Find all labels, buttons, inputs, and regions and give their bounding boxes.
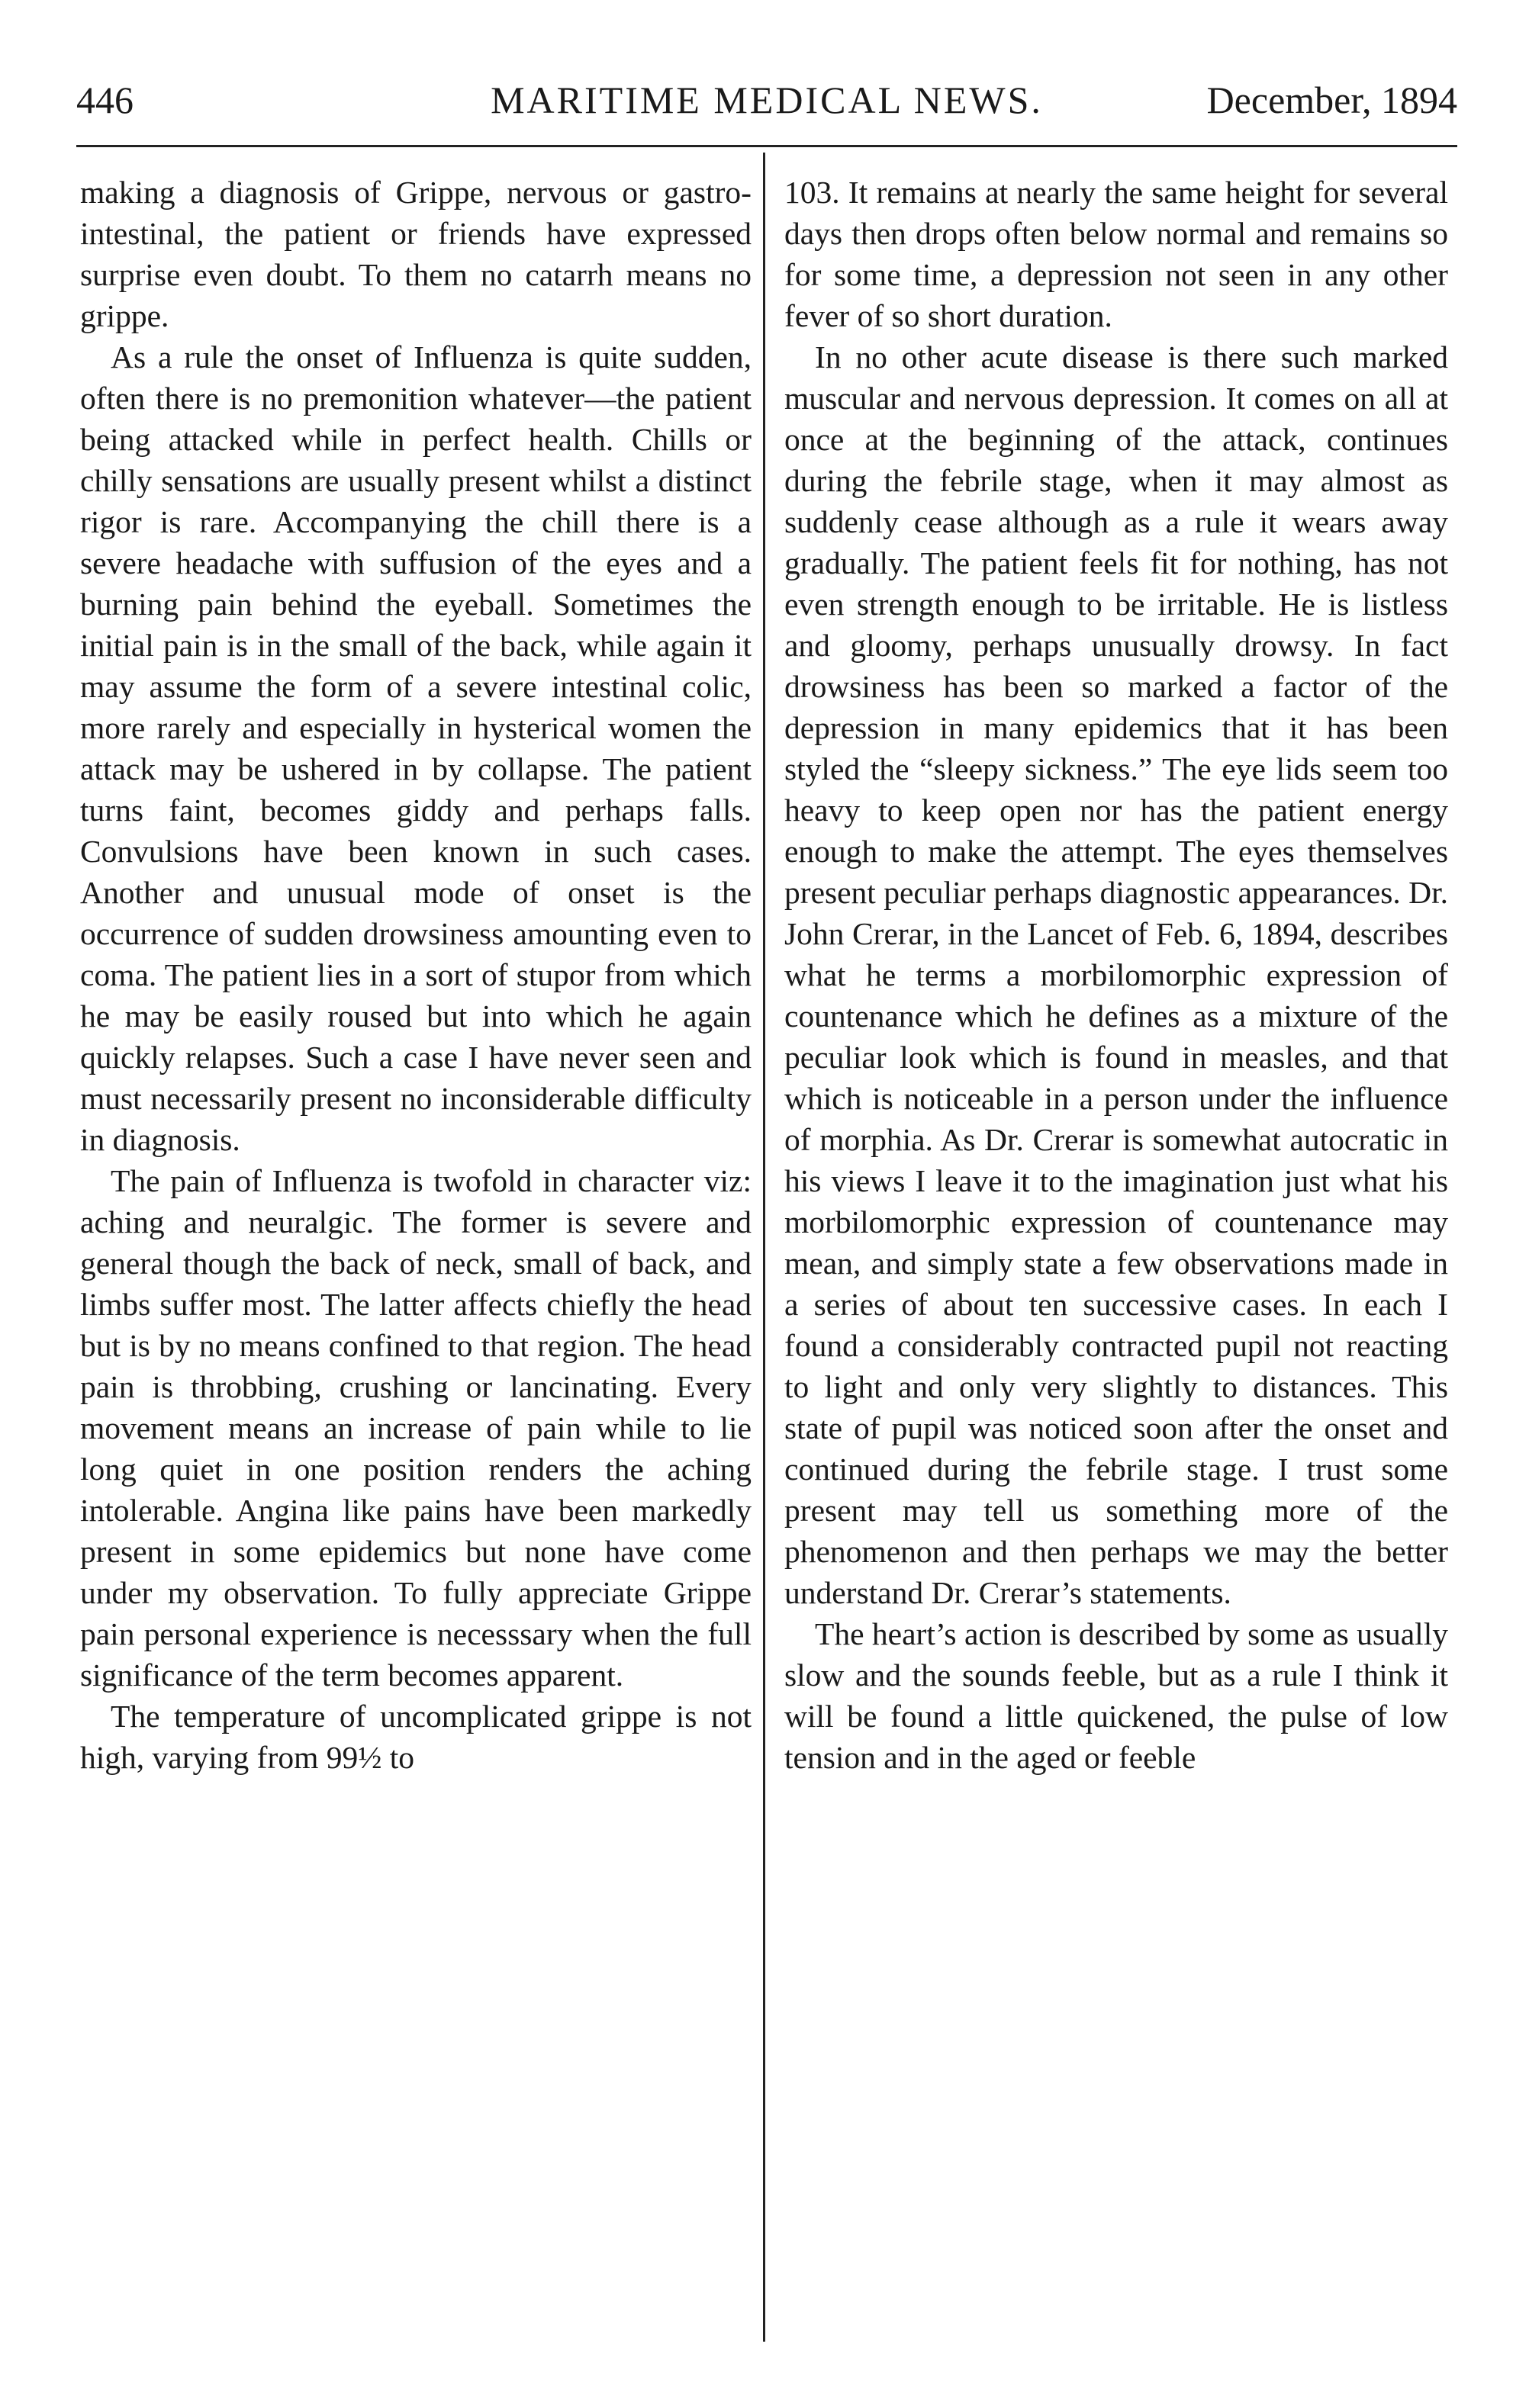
left-column xyxy=(80,172,752,1778)
journal-title: MARITIME MEDICAL NEWS. xyxy=(491,79,1043,121)
column-rule xyxy=(763,153,765,2342)
paragraph: The pain of Influenza is twofold in character viz: aching and neuralgic. The former is severe and general though the back of neck, small of back, and limbs suffer most. The latter affects chiefly the head but is by no means confined to that region. The head pain is throbbing, crushing or lancinating. Every movement means an increase of pain while to lie long quiet in one position renders the aching intolerable. Angina like pains have been markedly present in some epidemics but none have come under my observation. To fully appreciate Grippe pain personal experience is necesssary when the full significance of the term becomes apparent. xyxy=(80,1163,752,1693)
right-column xyxy=(784,172,1448,1778)
paragraph: 103. It remains at nearly the same height for several days then drops often below normal and remains so for some time, a depression not seen in any other fever of so short duration. xyxy=(784,175,1448,333)
page-number: 446 xyxy=(76,79,134,121)
paragraph: The temperature of uncomplicated grippe is not high, varying from 99½ to xyxy=(80,1699,752,1775)
paragraph: The heart’s action is described by some as usually slow and the sounds feeble, but as a rule I think it will be found a little quickened, the pulse of low tension and in the aged or feeble xyxy=(784,1616,1448,1775)
header-rule xyxy=(76,145,1457,147)
issue-date: December, 1894 xyxy=(1206,79,1457,121)
paragraph: making a diagnosis of Grippe, nervous or gastro-intestinal, the patient or friends have expressed surprise even doubt. To them no catarrh means no grippe. xyxy=(80,175,752,333)
paragraph: As a rule the onset of Influenza is quite sudden, often there is no premonition whatever—the patient being attacked while in perfect health. Chills or chilly sensations are usually present whilst a distinct rigor is rare. Accompanying the chill there is a severe headache with suffusion of the eyes and a burning pain behind the eyeball. Sometimes the initial pain is in the small of the back, while again it may assume the form of a severe intestinal colic, more rarely and especially in hysterical women the attack may be ushered in by collapse. The patient turns faint, becomes giddy and perhaps falls. Convulsions have been known in such cases. Another and unusual mode of onset is the occurrence of sudden drowsiness amounting even to coma. The patient lies in a sort of stupor from which he may be easily roused but into which he again quickly relapses. Such a case I have never seen and must necessarily present no inconsiderable difficulty in diagnosis. xyxy=(80,339,752,1157)
paragraph: In no other acute disease is there such marked muscular and nervous depression. It comes on all at once at the beginning of the attack, continues during the febrile stage, when it may almost as suddenly cease although as a rule it wears away gradually. The patient feels fit for nothing, has not even strength enough to be irritable. He is listless and gloomy, perhaps unusually drowsy. In fact drowsiness has been so marked a factor of the depression in many epidemics that it has been styled the “sleepy sickness.” The eye lids seem too heavy to keep open nor has the patient energy enough to make the attempt. The eyes themselves present peculiar perhaps diagnostic appearances. Dr. John Crerar, in the Lancet of Feb. 6, 1894, describes what he terms a morbilomorphic expression of countenance which he defines as a mixture of the peculiar look which is found in measles, and that which is noticeable in a person under the influence of morphia. As Dr. Crerar is somewhat autocratic in his views I leave it to the imagination just what his morbilomorphic expression of countenance may mean, and simply state a few observations made in a series of about ten successive cases. In each I found a considerably contracted pupil not reacting to light and only very slightly to distances. This state of pupil was noticed soon after the onset and continued during the febrile stage. I trust some present may tell us something more of the phenomenon and then perhaps we may the better understand Dr. Crerar’s statements. xyxy=(784,339,1448,1610)
running-head xyxy=(76,73,1457,127)
